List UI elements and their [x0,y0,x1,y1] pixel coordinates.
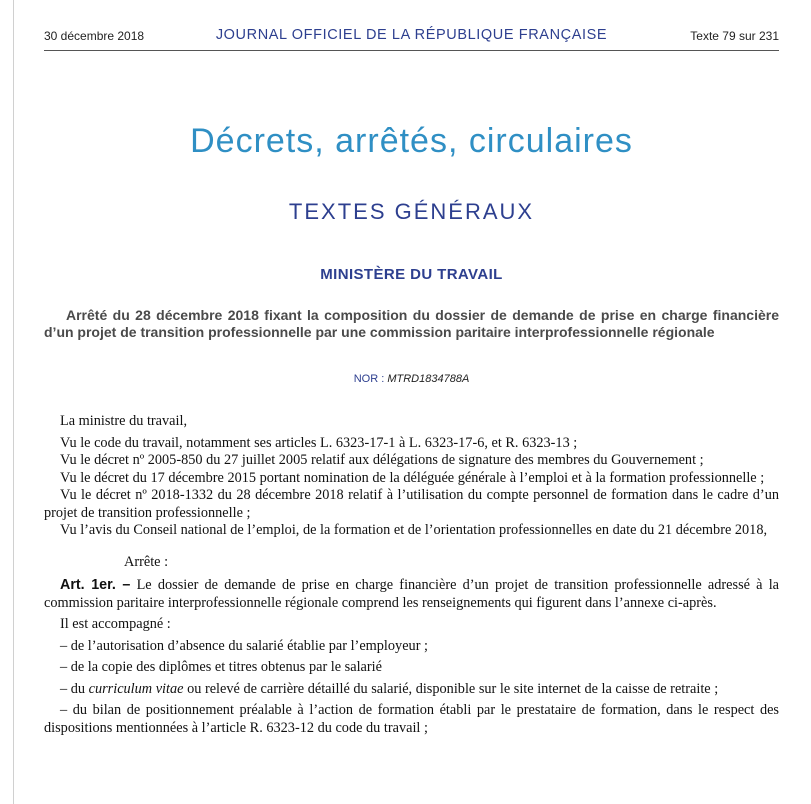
article-1-label: Art. 1er. – [60,577,131,593]
article-1 [44,577,779,612]
list-item-text: – du [60,680,89,697]
list-item-text: – du bilan de positionnement préalable à l’action de formation établi par le prestataire de formation, dans le respect des dispositions mentionnées à l’article R. 6323-12 du code du travail ; [44,702,779,736]
journal-title: JOURNAL OFFICIEL DE LA RÉPUBLIQUE FRANÇAISE [215,27,608,43]
section-title: Décrets, arrêtés, circulaires [190,122,633,160]
nor-label: NOR : [353,373,388,385]
subsection-title: TEXTES GÉNÉRAUX [288,199,535,224]
list-item [44,702,779,737]
ministry-title: MINISTÈRE DU TRAVAIL [320,266,503,283]
nor-value: MTRD1834788A [387,373,470,385]
header-divider [44,50,779,51]
list-item-italic: curriculum vitae [88,680,184,697]
article-1-text: Le dossier de demande de prise en charge financière d’un projet de transition professionnelle adressé à la commission paritaire interprofessionnelle régionale comprend les renseignements qui figurent dans l’annexe ci-après. [44,577,780,611]
journal-header [44,26,779,52]
list-item [44,638,779,656]
arrete-word: Arrête : [124,553,169,570]
visa-line: Vu le décret nº 2018-1332 du 28 décembre 2018 relatif à l’utilisation du compte personnel de formation dans le cadre d’un projet de transition professionnelle ; [44,487,779,521]
arrete-title [44,307,779,341]
page-number: Texte 79 sur 231 [690,29,779,43]
publication-date: 30 décembre 2018 [44,29,145,43]
list-item [44,659,779,677]
list-item-text: – de l’autorisation d’absence du salarié établie par l’employeur ; [60,637,428,654]
list-item [44,681,779,699]
nor-reference [44,373,779,385]
list-item-text: – de la copie des diplômes et titres obtenus par le salarié [60,659,382,675]
visa-line: Vu l’avis du Conseil national de l’emploi, de la formation et de l’orientation professionnelles en date du 21 décembre 2018, [60,522,768,538]
arrete-title-text: Arrêté du 28 décembre 2018 fixant la composition du dossier de demande de prise en charge financière d’un projet de transition professionnelle par une commission paritaire interprofessionnelle régionale [44,307,779,340]
visa-line: Vu le code du travail, notamment ses articles L. 6323-17-1 à L. 6323-17-6, et R. 6323-13 ; [60,434,578,451]
document-body [44,413,779,737]
page-margin-rule [13,0,14,804]
attachments-list [44,638,779,738]
accompanied-intro: Il est accompagné : [60,616,171,632]
list-item-text: ou relevé de carrière détaillé du salarié, disponible sur le site internet de la caisse de retraite ; [183,680,719,697]
visa-line: Vu le décret du 17 décembre 2015 portant nomination de la déléguée générale à l’emploi et à la formation professionnelle ; [60,469,765,486]
visa-line: Vu le décret nº 2005-850 du 27 juillet 2005 relatif aux délégations de signature des membres du Gouvernement ; [60,452,704,468]
opening-line: La ministre du travail, [60,413,188,429]
